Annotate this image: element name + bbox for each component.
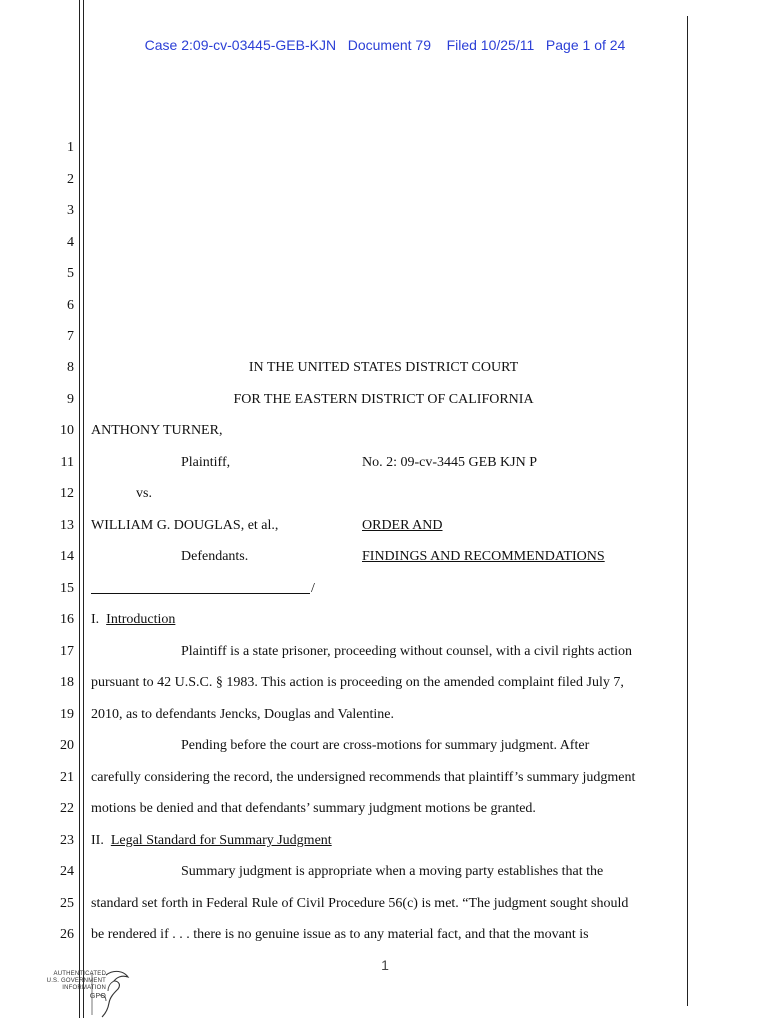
line-number: 10 — [60, 423, 74, 438]
paragraph-line: Pending before the court are cross-motions for summary judgment. After — [181, 738, 590, 753]
case-number: No. 2: 09-cv-3445 GEB KJN P — [362, 455, 537, 470]
line-number: 21 — [60, 770, 74, 785]
court-district: FOR THE EASTERN DISTRICT OF CALIFORNIA — [233, 392, 534, 407]
line-number: 19 — [60, 707, 74, 722]
seal-text: U.S. GOVERNMENT — [46, 978, 106, 984]
line-number: 13 — [60, 518, 74, 533]
page-number: 1 — [381, 957, 389, 973]
eagle-emblem-icon — [90, 965, 130, 1020]
ecf-header: Case 2:09-cv-03445-GEB-KJN Document 79 Filed 10/25/11 Page 1 of 24 — [144, 37, 626, 53]
gpo-authentication-seal — [30, 965, 130, 1020]
section-title: Legal Standard for Summary Judgment — [110, 833, 332, 848]
paragraph-line: Summary judgment is appropriate when a moving party establishes that the — [181, 864, 604, 879]
line-number: 11 — [60, 455, 74, 470]
caption-slash: / — [311, 581, 315, 596]
defendant-role: Defendants. — [181, 549, 249, 564]
findings-title: FINDINGS AND RECOMMENDATIONS — [362, 549, 605, 564]
paragraph-line: Plaintiff is a state prisoner, proceeding without counsel, with a civil rights action — [181, 644, 632, 659]
paragraph-line: standard set forth in Federal Rule of Civil Procedure 56(c) is met. “The judgment sought should — [91, 896, 629, 911]
versus: vs. — [136, 486, 152, 501]
order-title: ORDER AND — [362, 518, 443, 533]
line-number: 17 — [60, 644, 74, 659]
paragraph-line: pursuant to 42 U.S.C. § 1983. This action is proceeding on the amended complaint filed July 7, — [91, 675, 624, 690]
line-number: 24 — [60, 864, 74, 879]
line-number: 4 — [67, 235, 74, 250]
line-number: 20 — [60, 738, 74, 753]
line-number: 23 — [60, 833, 74, 848]
line-number: 18 — [60, 675, 74, 690]
seal-text: AUTHENTICATED — [53, 971, 106, 977]
caption-rule — [91, 593, 310, 594]
left-margin-rule — [79, 0, 80, 1018]
line-number: 22 — [60, 801, 74, 816]
line-number: 12 — [60, 486, 74, 501]
line-number: 25 — [60, 896, 74, 911]
line-number: 15 — [60, 581, 74, 596]
section-number: I. — [91, 612, 100, 627]
plaintiff-role: Plaintiff, — [181, 455, 231, 470]
section-title: Introduction — [106, 612, 176, 627]
line-number: 5 — [67, 266, 74, 281]
seal-text: INFORMATION — [62, 985, 106, 991]
paragraph-line: motions be denied and that defendants’ summary judgment motions be granted. — [91, 801, 536, 816]
line-number: 2 — [67, 172, 74, 187]
court-title: IN THE UNITED STATES DISTRICT COURT — [248, 360, 519, 375]
section-heading-introduction — [91, 612, 175, 628]
line-number: 14 — [60, 549, 74, 564]
section-number: II. — [91, 833, 104, 848]
line-number: 16 — [60, 612, 74, 627]
paragraph-line: 2010, as to defendants Jencks, Douglas and Valentine. — [91, 707, 395, 722]
line-number: 1 — [67, 140, 74, 155]
paragraph-line: carefully considering the record, the undersigned recommends that plaintiff’s summary judgment — [91, 770, 636, 785]
seal-text: GPO — [89, 993, 106, 1000]
paragraph-line: be rendered if . . . there is no genuine issue as to any material fact, and that the movant is — [91, 927, 589, 942]
line-number: 26 — [60, 927, 74, 942]
right-margin-rule — [687, 16, 688, 1006]
left-margin-rule-inner — [83, 0, 84, 1018]
line-number: 7 — [67, 329, 74, 344]
line-number: 6 — [67, 298, 74, 313]
plaintiff-name: ANTHONY TURNER, — [91, 423, 223, 438]
line-number: 9 — [67, 392, 74, 407]
line-number: 3 — [67, 203, 74, 218]
line-number: 8 — [67, 360, 74, 375]
defendant-name: WILLIAM G. DOUGLAS, et al., — [91, 518, 279, 533]
section-heading-legal-standard — [91, 833, 332, 849]
